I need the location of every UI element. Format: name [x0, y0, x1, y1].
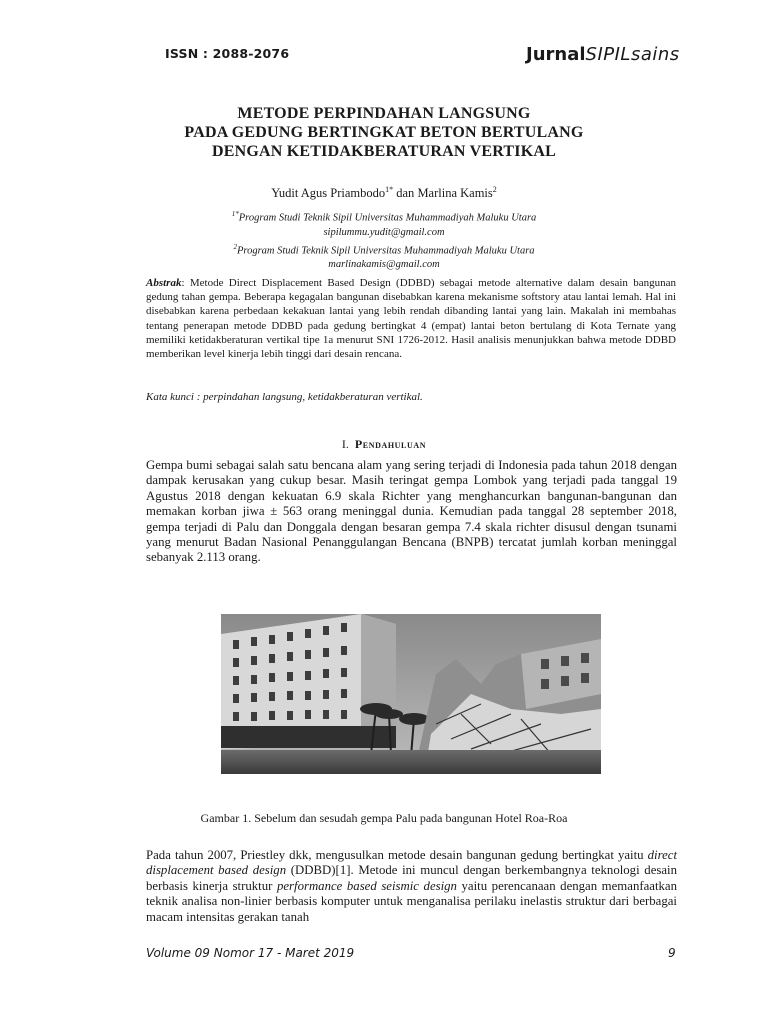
footer-volume: Volume 09 Nomor 17 - Maret 2019	[146, 946, 355, 960]
journal-suffix: SIPILsains	[585, 44, 680, 65]
title-line-2: PADA GEDUNG BERTINGKAT BETON BERTULANG	[184, 124, 584, 141]
figure-caption: Gambar 1. Sebelum dan sesudah gempa Palu pada bangunan Hotel Roa-Roa	[200, 811, 568, 825]
abstract-label: Abstrak	[146, 277, 182, 289]
authors	[0, 185, 768, 201]
section-title: Pendahuluan	[354, 437, 427, 451]
page-number: 9	[668, 946, 676, 960]
abstract	[146, 276, 676, 361]
author-1: Yudit Agus Priambodo	[271, 186, 386, 201]
affiliation-2-sup: 2	[233, 242, 237, 251]
journal-name	[526, 44, 680, 65]
paragraph-2-part-3: yaitu perencanaan dengan memanfaatkan teknik analisa non-linier berbasis komputer untuk menganalisa perilaku inelastis struktur dari berbagai macam intensitas gerakan tanah	[146, 878, 677, 924]
affiliation-1	[0, 207, 768, 226]
figure-hotel-photo	[221, 614, 601, 774]
affiliation-2	[0, 240, 768, 259]
affiliations	[0, 207, 768, 272]
affiliation-2-text: Program Studi Teknik Sipil Universitas Muhammadiyah Maluku Utara	[236, 245, 535, 256]
section-heading	[0, 437, 768, 452]
author-1-sup: 1*	[385, 185, 394, 194]
affiliation-1-text: Program Studi Teknik Sipil Universitas Muhammadiyah Maluku Utara	[238, 212, 537, 224]
keywords: Kata kunci : perpindahan langsung, ketidakberaturan vertikal.	[146, 391, 423, 403]
title-line-1: METODE PERPINDAHAN LANGSUNG	[237, 105, 531, 122]
author-2: Marlina Kamis	[417, 186, 493, 201]
email-2: marlinakamis@gmail.com	[328, 259, 440, 270]
paragraph-2-part-2: (DDBD)[1]. Metode ini muncul dengan berkembangnya teknologi desain berbasis kinerja struktur	[146, 863, 677, 893]
affiliation-1-sup: 1*	[231, 210, 239, 218]
paragraph-2	[146, 848, 677, 925]
paragraph-2-italic-2: performance based seismic design	[276, 878, 457, 893]
email-1: sipilummu.yudit@gmail.com	[323, 226, 445, 238]
hotel-before-after-image	[221, 614, 601, 774]
issn-label: ISSN : 2088-2076	[165, 46, 290, 61]
paragraph-2-italic-1: direct displacement based design	[146, 848, 677, 878]
paragraph-2-part-1: Pada tahun 2007, Priestley dkk, mengusulkan metode desain bangunan gedung bertingkat yaitu	[146, 848, 648, 862]
paragraph-1: Gempa bumi sebagai salah satu bencana alam yang sering terjadi di Indonesia pada tahun 2018 dengan dampak kerusakan yang cukup besar. Masih teringat gempa Lombok yang terjadi pada tanggal 19 Agustus 2018 dengan kekuatan 6.9 skala Richter yang menghancurkan bangunan-bangunan dan memakan korban jiwa ± 563 orang meninggal dunia. Kemudian pada tanggal 28 september 2018, gempa terjadi di Palu dan Donggala dengan besaran gempa 7.4 skala richter disusul dengan tsunami yang menurut Badan Nasional Penanggulangan Bencana (BNPB) tercatat jumlah korban meninggal sebanyak 2.113 orang.	[146, 458, 677, 565]
section-number: I.	[341, 437, 349, 451]
author-2-sup: 2	[492, 185, 497, 194]
title-line-3: DENGAN KETIDAKBERATURAN VERTIKAL	[212, 143, 556, 160]
author-connector: dan	[393, 186, 418, 201]
abstract-text: : Metode Direct Displacement Based Design (DDBD) sebagai metode alternative dalam desain bangunan gedung tahan gempa. Beberapa kegagalan bangunan disebabkan karena mekanisme softstory atau lantai lemah. Hal ini disebabkan karena perbedaan kekakuan lantai yang lebih rendah dibanding lantai yang lain. Makalah ini membahas tentang penerapan metode DDBD pada gedung bertingkat 4 (empat) lantai beton bertulang di Kota Ternate yang memiliki ketidakberaturan vertikal tipe 1a menurut SNI 1726-2012. Hasil analisis menunjukkan bahwa metode DDBD memberikan level kinerja lebih tinggi dari desain rencana.	[146, 277, 676, 361]
journal-prefix: Jurnal	[526, 44, 586, 65]
paper-title	[0, 104, 768, 161]
